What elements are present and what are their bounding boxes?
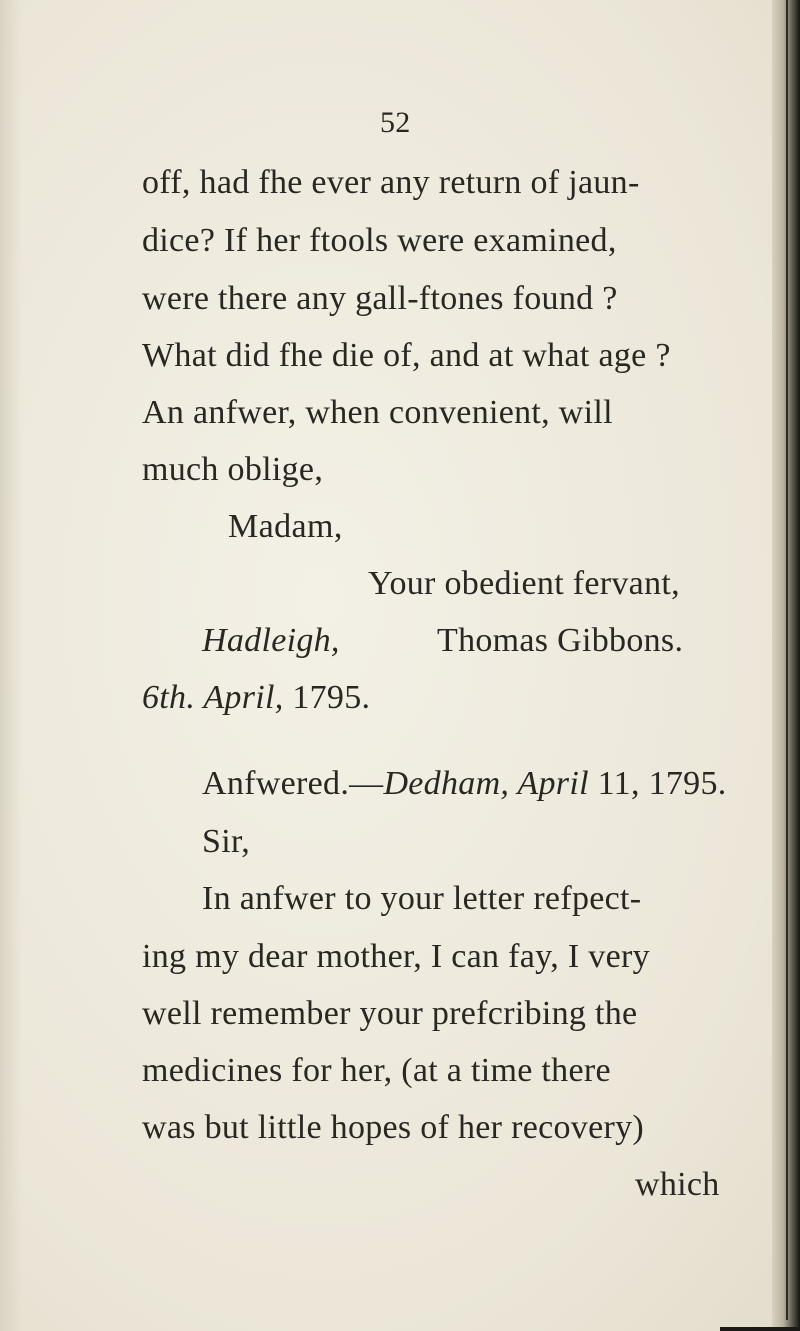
- text-line: What did fhe die of, and at what age ?: [142, 337, 671, 374]
- letter-place: Hadleigh,: [202, 622, 340, 659]
- catchword: which: [635, 1166, 720, 1203]
- text-line: An anfwer, when convenient, will: [142, 394, 613, 431]
- reply-header: [202, 764, 727, 804]
- reply-line: medicines for her, (at a time there: [142, 1052, 611, 1089]
- reply-header-date-rest: 11, 1795.: [588, 765, 727, 802]
- letter-date-year: 1795.: [283, 679, 371, 716]
- letter-date-day: 6th. April,: [142, 679, 284, 716]
- reply-line: well remember your prefcribing the: [142, 995, 638, 1032]
- letter-valediction: Your obedient fervant,: [368, 565, 680, 602]
- text-line: much oblige,: [142, 451, 324, 488]
- text-line: off, had fhe ever any return of jaun-: [142, 164, 640, 201]
- reply-line: In anfwer to your letter refpect-: [202, 880, 642, 917]
- reply-line: was but little hopes of her recovery): [142, 1109, 645, 1146]
- reply-header-place-date: Dedham, April: [383, 765, 589, 802]
- reply-line: ing my dear mother, I can fay, I very: [142, 938, 650, 975]
- letter-salutation: Madam,: [228, 508, 343, 545]
- text-line: were there any gall-ftones found ?: [142, 280, 618, 317]
- text-line: dice? If her ftools were examined,: [142, 222, 617, 259]
- reply-salutation: Sir,: [202, 823, 251, 860]
- letter-signature: Thomas Gibbons.: [437, 622, 684, 659]
- page-corner-shadow: [720, 1327, 800, 1331]
- page-number: 52: [380, 106, 411, 139]
- reply-header-prefix: Anfwered.—: [202, 765, 384, 802]
- page-gutter-shadow: [0, 0, 22, 1331]
- letter-date: [142, 678, 370, 718]
- page-edge-line: [786, 0, 788, 1320]
